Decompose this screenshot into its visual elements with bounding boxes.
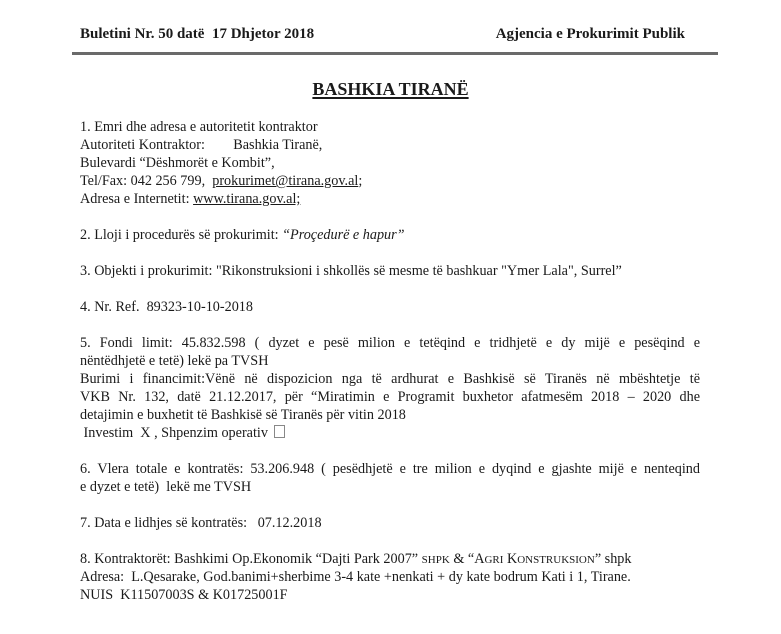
section-2-procedure: 2. Lloji i procedurës së prokurimit: “Proçedurë e hapur” (80, 227, 405, 243)
authority-address: Bulevardi “Dëshmorët e Kombit”, (80, 155, 275, 171)
document-body (80, 118, 700, 604)
agency-name: Agjencia e Prokurimit Publik (495, 26, 685, 42)
section-8-nuis: NUIS K11507003S & K01725001F (80, 587, 288, 603)
section-6-value-line-1: 6. Vlera totale e kontratës: 53.206.948 ( pesëdhjetë e tre milion e dyqind e gjashte mijë e nenteqind (80, 461, 700, 477)
section-5-fund-line-2: nëntëdhjetë e tetë) lekë pa TVSH (80, 353, 269, 369)
header-divider (72, 52, 718, 55)
website-link[interactable]: www.tirana.gov.al; (193, 191, 301, 207)
email-link[interactable]: prokurimet@tirana.gov.al (212, 173, 359, 189)
section-5-fund-line-1: 5. Fondi limit: 45.832.598 ( dyzet e pesë milion e tetëqind e tridhjetë e dy mijë e pesëqind e (80, 335, 700, 351)
website-label: Adresa e Internetit: (80, 191, 194, 207)
section-5-financing-line-1: Burimi i financimit:Vënë në dispozicion nga të ardhurat e Bashkisë së Tiranës në mbështetje të (80, 371, 700, 387)
section-8-address: Adresa: L.Qesarake, God.banimi+sherbime 3-4 kate +nenkati + dy kate bodrum Kati i 1, Tirane. (80, 569, 631, 585)
section-7-contract-date: 7. Data e lidhjes së kontratës: 07.12.2018 (80, 515, 322, 531)
section-5-investment: Investim X , Shpenzim operativ (80, 424, 700, 442)
checkbox-empty-icon (274, 425, 285, 438)
authority-value: Bashkia Tiranë, (233, 137, 323, 153)
procedure-type: “Proçedurë e hapur” (282, 227, 405, 243)
contact-line: Tel/Fax: 042 256 799, prokurimet@tirana.gov.al; (80, 173, 363, 189)
bulletin-number: Buletini Nr. 50 datë 17 Dhjetor 2018 (80, 26, 315, 42)
website-line (80, 190, 700, 208)
section-5-financing-line-3: detajimin e buxhetit të Bashkisë së Tiranës për vitin 2018 (80, 407, 406, 423)
authority-label: Autoriteti Kontraktor: (80, 137, 205, 153)
section-8-contractors: 8. Kontraktorët: Bashkimi Op.Ekonomik “Dajti Park 2007” SHPK & “AGRI KONSTRUKSION” shpk (80, 551, 632, 567)
section-4-reference: 4. Nr. Ref. 89323-10-10-2018 (80, 299, 253, 315)
authority-line (80, 136, 700, 154)
section-1-heading: 1. Emri dhe adresa e autoritetit kontraktor (80, 119, 318, 135)
section-3-object: 3. Objekti i prokurimit: "Rikonstruksioni i shkollës së mesme të bashkuar "Ymer Lala", Surrel” (80, 263, 622, 279)
document-title: BASHKIA TIRANË (312, 79, 469, 99)
section-6-value-line-2: e dyzet e tetë) lekë me TVSH (80, 479, 252, 495)
telfax: Tel/Fax: 042 256 799, (80, 173, 213, 189)
section-5-financing-line-2: VKB Nr. 132, datë 21.12.2017, për “Miratimin e Programit buxhetor afatmesëm 2018 – 2020 dhe (80, 389, 700, 405)
